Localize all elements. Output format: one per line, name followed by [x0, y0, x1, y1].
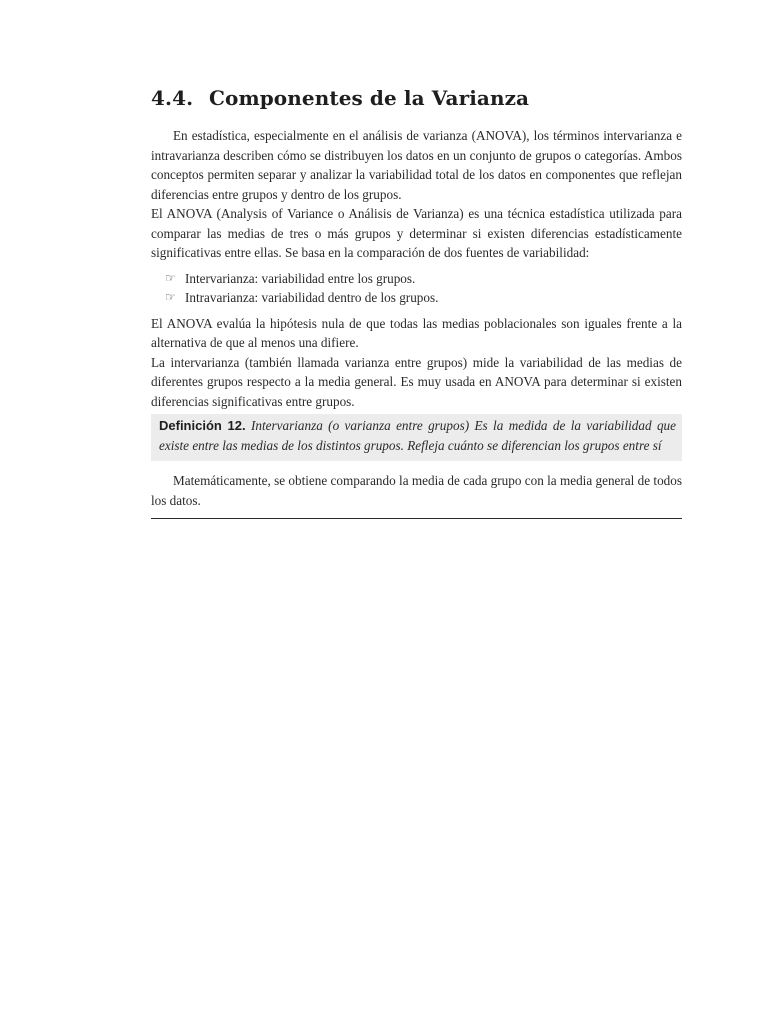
definition-box: [151, 414, 682, 461]
section-number: 4.4.: [151, 86, 194, 110]
list-item: [165, 288, 682, 308]
pointing-hand-icon: ☞: [165, 270, 176, 285]
paragraph-hypothesis: El ANOVA evalúa la hipótesis nula de que todas las medias poblacionales son iguales frente a la alternativa de que al menos una difiere.: [151, 315, 682, 350]
paragraph-anova: El ANOVA (Analysis of Variance o Análisis de Varianza) es una técnica estadística utilizada para comparar las medias de tres o más grupos y determinar si existen diferencias estadísticamente significativas entre ellas. Se basa en la comparación de dos fuentes de variabilidad:: [151, 206, 682, 260]
paragraph-intervarianza: La intervarianza (también llamada varianza entre grupos) mide la variabilidad de las medias de diferentes grupos respecto a la media general. Es muy usada en ANOVA para determinar si existen diferencias significativas entre grupos.: [151, 354, 682, 409]
horizontal-rule: [151, 518, 682, 519]
section-title: Componentes de la Varianza: [209, 86, 530, 110]
section-heading: [151, 86, 682, 110]
pointing-hand-icon: ☞: [165, 290, 176, 304]
list-item: [165, 269, 682, 289]
paragraph-intro: En estadística, especialmente en el análisis de varianza (ANOVA), los términos intervarianza e intravarianza describen cómo se distribuyen los datos en un conjunto de grupos o categorías. Ambos conceptos permiten separar y analizar la variabilidad total de los datos en componentes que reflejan diferencias entre grupos y dentro de los grupos.: [151, 128, 682, 202]
document-page: [151, 86, 682, 519]
paragraph-math: Matemáticamente, se obtiene comparando la media de cada grupo con la media general de todos los datos.: [151, 473, 682, 508]
definition-label: Definición 12.: [159, 418, 246, 433]
list-item-text: Intervarianza: variabilidad entre los grupos.: [185, 270, 416, 286]
definition-text: Intervarianza (o varianza entre grupos) Es la medida de la variabilidad que existe entre las medias de los distintos grupos. Refleja cuánto se diferencian los grupos entre sí: [159, 418, 676, 453]
list-item-text: Intravarianza: variabilidad dentro de los grupos.: [185, 290, 439, 305]
bullet-list: [151, 269, 682, 308]
